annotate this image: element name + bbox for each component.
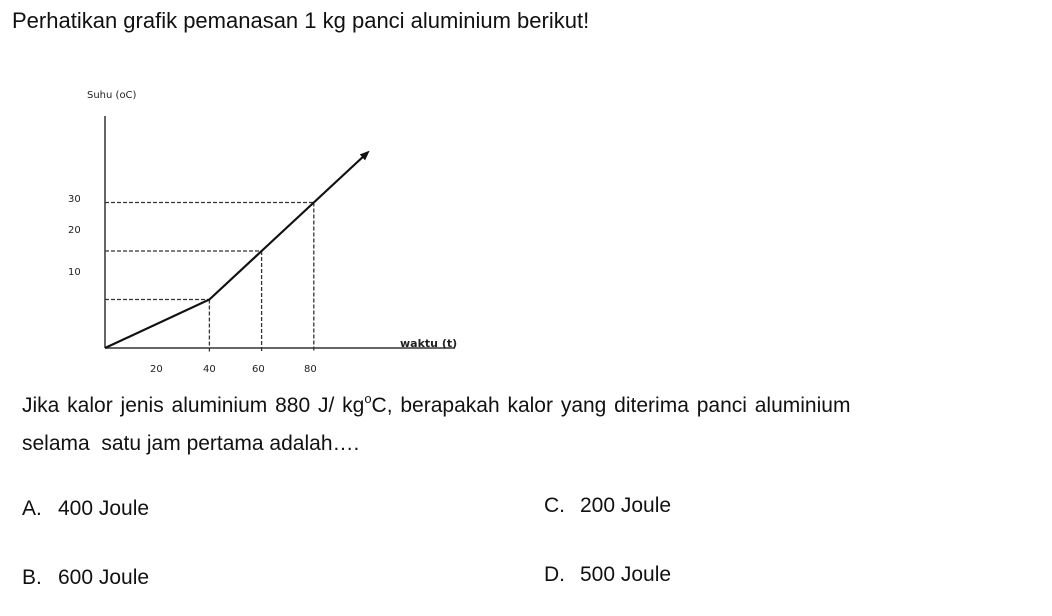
stem-text: Jika kalor jenis aluminium 880 J/ kg	[22, 394, 365, 417]
option-text: 600 Joule	[58, 566, 150, 589]
option-letter: D.	[544, 563, 565, 586]
option-c[interactable]	[544, 494, 671, 518]
question-title: Perhatikan grafik pemanasan 1 kg panci aluminium berikut!	[12, 8, 590, 33]
option-letter: A.	[22, 497, 42, 520]
x-tick-label: 20	[150, 364, 163, 375]
option-letter: B.	[22, 566, 42, 589]
y-axis-label: Suhu (oC)	[87, 90, 137, 101]
x-tick-label: 80	[304, 364, 317, 375]
option-d[interactable]	[544, 563, 671, 587]
x-tick-label: 60	[252, 364, 265, 375]
y-tick-label: 10	[68, 267, 81, 278]
stem-line-2: selama satu jam pertama adalah….	[22, 432, 360, 455]
option-text: 200 Joule	[580, 494, 672, 517]
option-b[interactable]	[22, 566, 149, 590]
question-stem	[22, 387, 982, 463]
option-letter: C.	[544, 494, 565, 517]
option-text: 500 Joule	[580, 563, 672, 586]
degree-sup: o	[364, 391, 372, 406]
x-axis-label: waktu (t)	[400, 337, 458, 350]
option-text: 400 Joule	[58, 497, 150, 520]
y-tick-label: 30	[68, 194, 81, 205]
stem-text-2: C, berapakah kalor yang diterima panci aluminium	[371, 394, 851, 417]
y-tick-label: 20	[68, 225, 81, 236]
option-a[interactable]	[22, 497, 149, 521]
x-tick-label: 40	[203, 364, 216, 375]
